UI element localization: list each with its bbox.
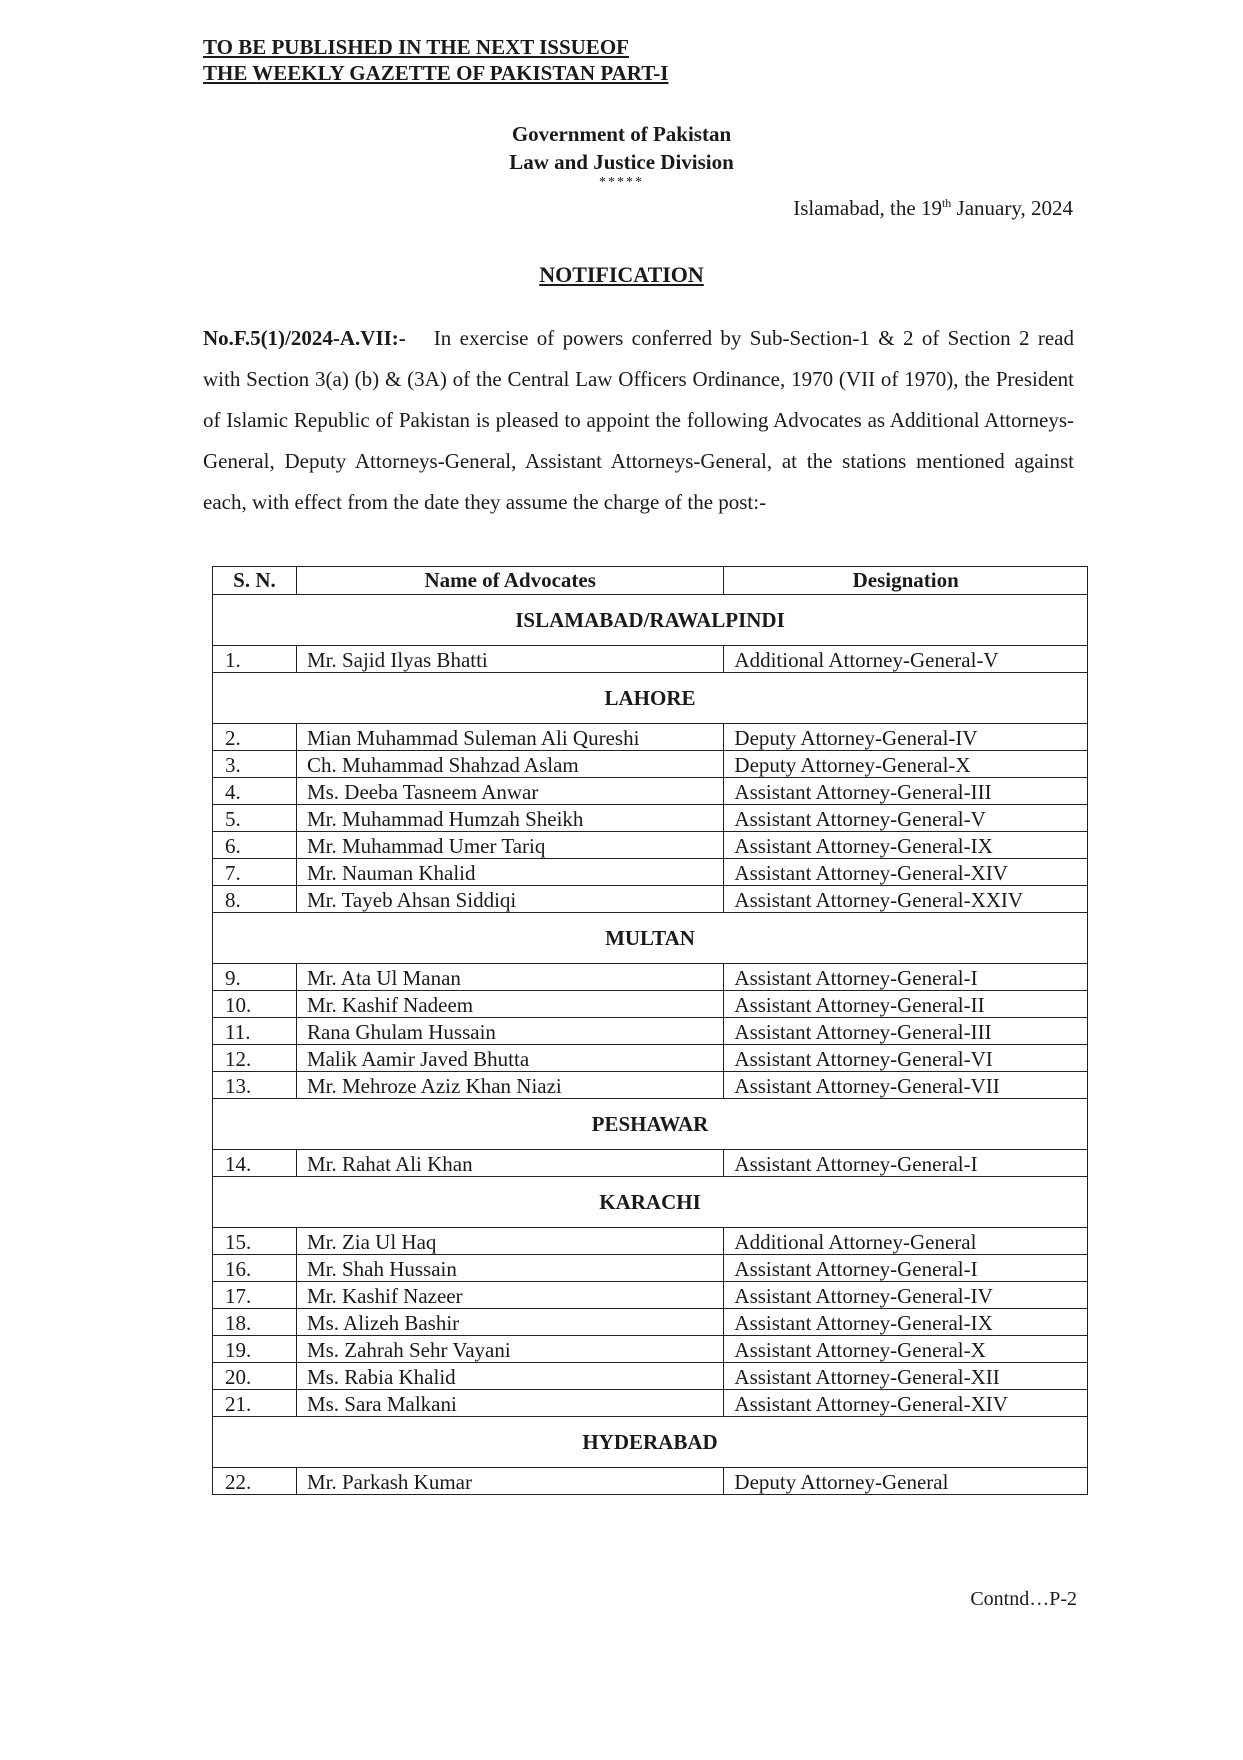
advocate-name: Mr. Muhammad Humzah Sheikh: [296, 805, 723, 832]
dateline-rest: January, 2024: [951, 196, 1073, 220]
table-body: [213, 595, 1088, 1495]
designation: Assistant Attorney-General-II: [724, 991, 1088, 1018]
table-row: [213, 778, 1088, 805]
serial-number: 5.: [213, 805, 297, 832]
notification-text: In exercise of powers conferred by Sub-Section-1 & 2 of Section 2 read with Section 3(a) (b) & (3A) of the Central Law Officers Ordinance, 1970 (VII of 1970), the President of Islamic Republic of Pakistan is pleased to appoint the following Advocates as Additional Attorneys-General, Deputy Attorneys-General, Assistant Attorneys-General, at the stations mentioned against each, with effect from the date they assume the charge of the post:-: [203, 326, 1074, 514]
advocate-name: Ms. Rabia Khalid: [296, 1363, 723, 1390]
table-row: [213, 1363, 1088, 1390]
serial-number: 16.: [213, 1255, 297, 1282]
table-row: [213, 1228, 1088, 1255]
header-sn: S. N.: [213, 567, 297, 595]
continued-note: Contnd…P-2: [970, 1588, 1077, 1610]
advocate-name: Mr. Kashif Nazeer: [296, 1282, 723, 1309]
designation: Assistant Attorney-General-VI: [724, 1045, 1088, 1072]
table-row: [213, 1255, 1088, 1282]
table-row: [213, 832, 1088, 859]
header-name: Name of Advocates: [296, 567, 723, 595]
table-row: [213, 805, 1088, 832]
table-row: [213, 724, 1088, 751]
designation: Assistant Attorney-General-XIV: [724, 1390, 1088, 1417]
advocates-table: [212, 566, 1088, 1495]
advocate-name: Malik Aamir Javed Bhutta: [296, 1045, 723, 1072]
serial-number: 12.: [213, 1045, 297, 1072]
station-name: MULTAN: [213, 913, 1088, 964]
table-row: [213, 1282, 1088, 1309]
serial-number: 2.: [213, 724, 297, 751]
advocate-name: Ms. Zahrah Sehr Vayani: [296, 1336, 723, 1363]
station-row: [213, 1177, 1088, 1228]
designation: Additional Attorney-General: [724, 1228, 1088, 1255]
station-row: [213, 673, 1088, 724]
designation: Deputy Attorney-General-X: [724, 751, 1088, 778]
table-row: [213, 1468, 1088, 1495]
designation: Deputy Attorney-General-IV: [724, 724, 1088, 751]
advocate-name: Mr. Parkash Kumar: [296, 1468, 723, 1495]
advocate-name: Mr. Shah Hussain: [296, 1255, 723, 1282]
advocate-name: Ms. Alizeh Bashir: [296, 1309, 723, 1336]
serial-number: 3.: [213, 751, 297, 778]
table-row: [213, 1309, 1088, 1336]
station-name: PESHAWAR: [213, 1099, 1088, 1150]
dateline-suffix: th: [941, 196, 952, 210]
serial-number: 6.: [213, 832, 297, 859]
advocate-name: Mr. Ata Ul Manan: [296, 964, 723, 991]
table-row: [213, 1072, 1088, 1099]
publication-note-line-2: THE WEEKLY GAZETTE OF PAKISTAN PART-I: [203, 61, 669, 85]
notification-heading: NOTIFICATION: [539, 262, 704, 287]
serial-number: 7.: [213, 859, 297, 886]
table-row: [213, 1150, 1088, 1177]
serial-number: 9.: [213, 964, 297, 991]
serial-number: 4.: [213, 778, 297, 805]
notification-paragraph: [203, 318, 1074, 523]
table-header-row: [213, 567, 1088, 595]
advocate-name: Mr. Nauman Khalid: [296, 859, 723, 886]
issuer-division: Law and Justice Division: [509, 150, 734, 174]
table-row: [213, 1045, 1088, 1072]
serial-number: 19.: [213, 1336, 297, 1363]
advocate-name: Mr. Mehroze Aziz Khan Niazi: [296, 1072, 723, 1099]
serial-number: 22.: [213, 1468, 297, 1495]
station-row: [213, 1099, 1088, 1150]
table-row: [213, 1390, 1088, 1417]
station-name: HYDERABAD: [213, 1417, 1088, 1468]
advocate-name: Ms. Deeba Tasneem Anwar: [296, 778, 723, 805]
advocate-name: Ch. Muhammad Shahzad Aslam: [296, 751, 723, 778]
dateline: [793, 196, 1073, 221]
advocate-name: Ms. Sara Malkani: [296, 1390, 723, 1417]
table-row: [213, 859, 1088, 886]
table-row: [213, 964, 1088, 991]
designation: Assistant Attorney-General-I: [724, 1150, 1088, 1177]
designation: Assistant Attorney-General-IX: [724, 1309, 1088, 1336]
publication-note-line-1: TO BE PUBLISHED IN THE NEXT ISSUEOF: [203, 35, 629, 59]
advocate-name: Rana Ghulam Hussain: [296, 1018, 723, 1045]
issuer-separator: *****: [599, 175, 644, 190]
advocate-name: Mr. Muhammad Umer Tariq: [296, 832, 723, 859]
notification-reference: No.F.5(1)/2024-A.VII:-: [203, 326, 406, 350]
station-name: KARACHI: [213, 1177, 1088, 1228]
serial-number: 15.: [213, 1228, 297, 1255]
designation: Assistant Attorney-General-XII: [724, 1363, 1088, 1390]
serial-number: 18.: [213, 1309, 297, 1336]
station-row: [213, 1417, 1088, 1468]
designation: Assistant Attorney-General-III: [724, 778, 1088, 805]
serial-number: 17.: [213, 1282, 297, 1309]
designation: Assistant Attorney-General-VII: [724, 1072, 1088, 1099]
serial-number: 13.: [213, 1072, 297, 1099]
advocate-name: Mian Muhammad Suleman Ali Qureshi: [296, 724, 723, 751]
table-row: [213, 991, 1088, 1018]
designation: Assistant Attorney-General-I: [724, 1255, 1088, 1282]
table-row: [213, 886, 1088, 913]
table-row: [213, 646, 1088, 673]
table-row: [213, 751, 1088, 778]
station-name: LAHORE: [213, 673, 1088, 724]
designation: Assistant Attorney-General-IV: [724, 1282, 1088, 1309]
issuer-government: Government of Pakistan: [511, 122, 732, 146]
designation: Assistant Attorney-General-XIV: [724, 859, 1088, 886]
serial-number: 10.: [213, 991, 297, 1018]
advocate-name: Mr. Kashif Nadeem: [296, 991, 723, 1018]
serial-number: 20.: [213, 1363, 297, 1390]
serial-number: 11.: [213, 1018, 297, 1045]
designation: Additional Attorney-General-V: [724, 646, 1088, 673]
advocate-name: Mr. Zia Ul Haq: [296, 1228, 723, 1255]
station-row: [213, 913, 1088, 964]
serial-number: 1.: [213, 646, 297, 673]
advocate-name: Mr. Sajid Ilyas Bhatti: [296, 646, 723, 673]
publication-note: [203, 34, 668, 86]
advocate-name: Mr. Tayeb Ahsan Siddiqi: [296, 886, 723, 913]
table-row: [213, 1336, 1088, 1363]
table-row: [213, 1018, 1088, 1045]
designation: Assistant Attorney-General-IX: [724, 832, 1088, 859]
designation: Assistant Attorney-General-V: [724, 805, 1088, 832]
station-row: [213, 595, 1088, 646]
issuer-block: [0, 120, 1243, 190]
serial-number: 21.: [213, 1390, 297, 1417]
designation: Assistant Attorney-General-XXIV: [724, 886, 1088, 913]
designation: Assistant Attorney-General-I: [724, 964, 1088, 991]
serial-number: 14.: [213, 1150, 297, 1177]
dateline-prefix: Islamabad, the 19: [793, 196, 942, 220]
station-name: ISLAMABAD/RAWALPINDI: [213, 595, 1088, 646]
header-designation: Designation: [724, 567, 1088, 595]
designation: Assistant Attorney-General-X: [724, 1336, 1088, 1363]
serial-number: 8.: [213, 886, 297, 913]
designation: Assistant Attorney-General-III: [724, 1018, 1088, 1045]
advocate-name: Mr. Rahat Ali Khan: [296, 1150, 723, 1177]
designation: Deputy Attorney-General: [724, 1468, 1088, 1495]
